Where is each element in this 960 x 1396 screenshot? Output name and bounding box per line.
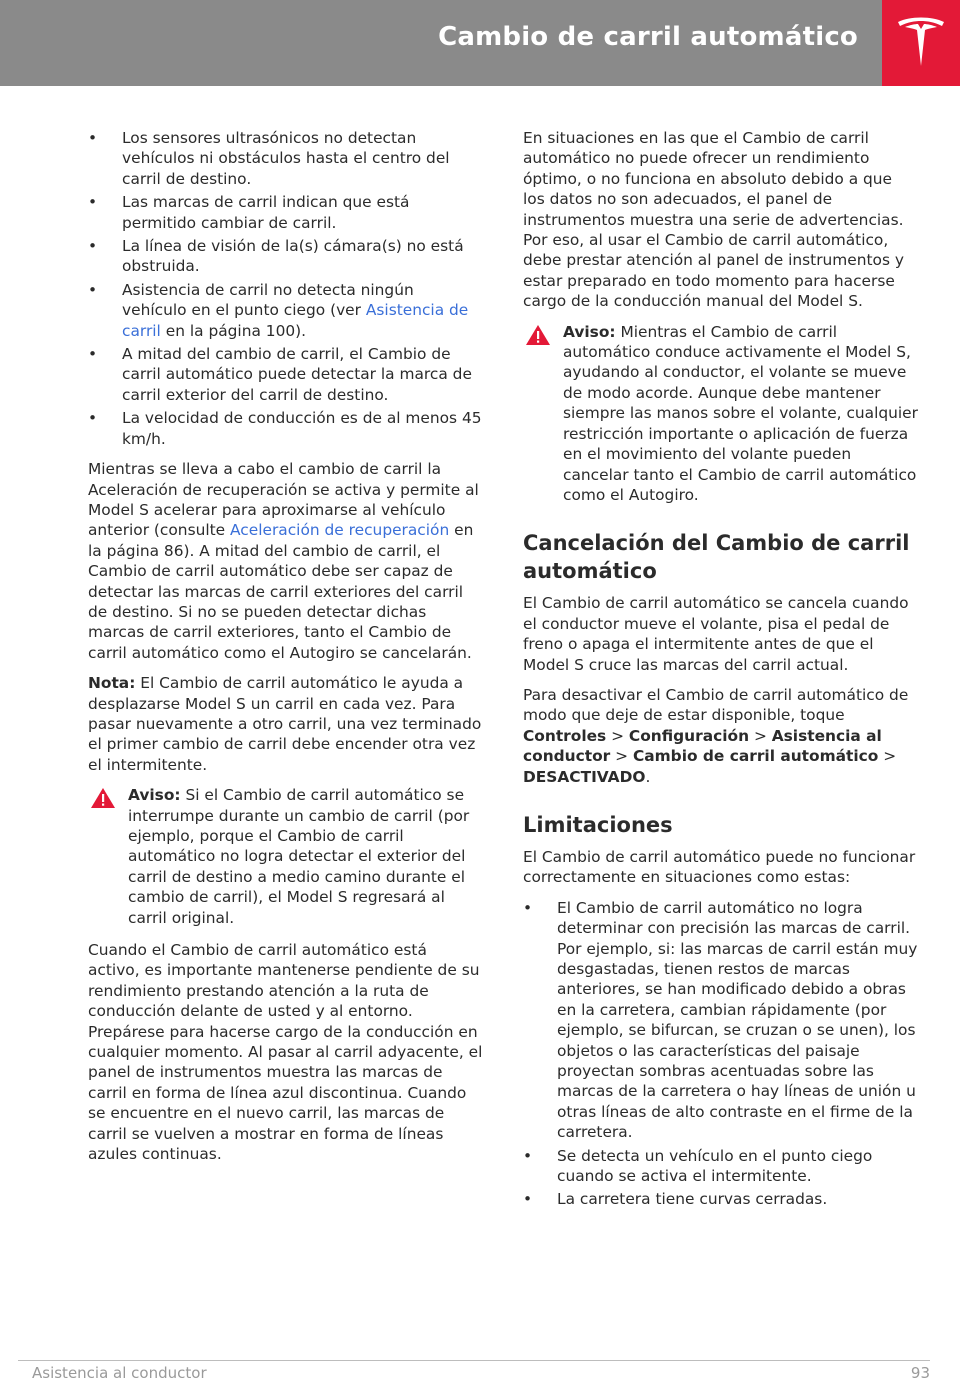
paragraph: Para desactivar el Cambio de carril automático de modo que deje de estar disponible, toque Controles > Configuración > Asistencia al conductor > Cambio de carril automático > DESACTIVADO.	[523, 685, 909, 786]
footer-section: Asistencia al conductor	[32, 1364, 207, 1382]
warning-box: Aviso: Mientras el Cambio de carril automático conduce activamente el Model S, ayudando al conductor, el volante se mueve de modo acorde. Aunque debe mantener siempre las manos sobre el volante, cualquier restricción importante o aplicación de fuerza en el movimiento del volante pueden cancelar tanto el Cambio de carril automático como el Autogiro.	[523, 322, 918, 506]
paragraph: Mientras se lleva a cabo el cambio de carril la Aceleración de recuperación se activa y permite al Model S acelerar para aproximarse al vehículo anterior (consulte Aceleración de recuperación en la página 86). A mitad del cambio de carril, el Cambio de carril automático debe ser capaz de detectar las marcas de carril exteriores del carril de destino. Si no se pueden detectar dichas marcas de carril exteriores, tanto el Cambio de carril automático como el Autogiro se cancelarán.	[88, 460, 479, 662]
paragraph: Cuando el Cambio de carril automático está activo, es importante mantenerse pendiente de su rendimiento prestando atención a la ruta de conducción delante de usted y al entorno. Prepárese para hacerse cargo de la conducción en cualquier momento. Al pasar al carril adyacente, el panel de instrumentos muestra las marcas de carril en forma de línea azul discontinua. Cuando se encuentre en el nuevo carril, las marcas de carril se vuelven a mostrar en forma de líneas azules continuas.	[88, 941, 483, 1164]
warning-label: Aviso:	[563, 322, 616, 341]
note: Nota: El Cambio de carril automático le ayuda a desplazarse Model S un carril en cada vez. Para pasar nuevamente a otro carril, una vez terminado el primer cambio de carril debe encender otra vez el intermitente.	[88, 674, 482, 774]
conditions-list	[88, 128, 483, 449]
warning-icon	[525, 324, 551, 346]
list-item: • La línea de visión de la(s) cámara(s) no está obstruida.	[88, 236, 483, 277]
note-label: Nota:	[88, 674, 136, 693]
warning-icon	[90, 787, 116, 809]
list-item: • Se detecta un vehículo en el punto ciego cuando se activa el intermitente.	[523, 1146, 918, 1187]
right-column	[523, 128, 918, 1220]
limitations-list	[523, 898, 918, 1210]
list-item: • Las marcas de carril indican que está permitido cambiar de carril.	[88, 192, 483, 233]
warning-label: Aviso:	[128, 786, 181, 805]
list-item: • El Cambio de carril automático no logra determinar con precisión las marcas de carril. Por ejemplo, si: las marcas de carril están muy desgastadas, tienen restos de marcas anteriores, se han modificado debido a obras en la carretera, cambian rápidamente (por ejemplo, se bifurcan, se cruzan o se unen), los objetos o las características del paisaje proyectan sombras acentuadas sobre las marcas de la carretera o hay líneas de unión u otras líneas de alto contraste en el firme de la carretera.	[523, 898, 918, 1143]
list-item: • La velocidad de conducción es de al menos 45 km/h.	[88, 408, 483, 449]
section-heading-cancel: Cancelación del Cambio de carril automático	[523, 531, 910, 584]
paragraph: En situaciones en las que el Cambio de carril automático no puede ofrecer un rendimiento óptimo, o no funciona en absoluto debido a que los datos no son adecuados, el panel de instrumentos muestra una serie de advertencias. Por eso, al usar el Cambio de carril automático, debe prestar atención al panel de instrumentos y estar preparado en todo momento para hacerse cargo de la conducción manual del Model S.	[523, 129, 904, 311]
list-item: • La carretera tiene curvas cerradas.	[523, 1189, 918, 1209]
page-title: Cambio de carril automático	[438, 22, 858, 52]
footer-divider	[18, 1360, 930, 1361]
paragraph: El Cambio de carril automático puede no funcionar correctamente en situaciones como estas:	[523, 847, 916, 887]
lane-assist-link[interactable]: Asistencia de carril	[122, 301, 469, 340]
tesla-logo-icon	[896, 14, 946, 70]
list-item: • A mitad del cambio de carril, el Cambio de carril automático puede detectar la marca de carril exterior del carril de destino.	[88, 344, 483, 405]
section-heading-limitations: Limitaciones	[523, 812, 673, 837]
list-item: • Los sensores ultrasónicos no detectan vehículos ni obstáculos hasta el centro del carril de destino.	[88, 128, 483, 189]
warning-box: Aviso: Si el Cambio de carril automático se interrumpe durante un cambio de carril (por ejemplo, porque el Cambio de carril automático no logra detectar el exterior del carril de destino a medio camino durante el cambio de carril), el Model S regresará al carril original.	[88, 785, 483, 928]
left-column	[88, 128, 483, 1175]
page-header	[0, 0, 960, 86]
list-item: • Asistencia de carril no detecta ningún vehículo en el punto ciego (ver Asistencia de carril en la página 100).	[88, 280, 483, 341]
brand-logo	[882, 0, 960, 86]
paragraph: El Cambio de carril automático se cancela cuando el conductor mueve el volante, pisa el pedal de freno o apaga el intermitente antes de que el Model S cruce las marcas del carril actual.	[523, 594, 909, 674]
regen-acceleration-link[interactable]: Aceleración de recuperación	[230, 521, 450, 540]
page-number: 93	[910, 1364, 930, 1382]
